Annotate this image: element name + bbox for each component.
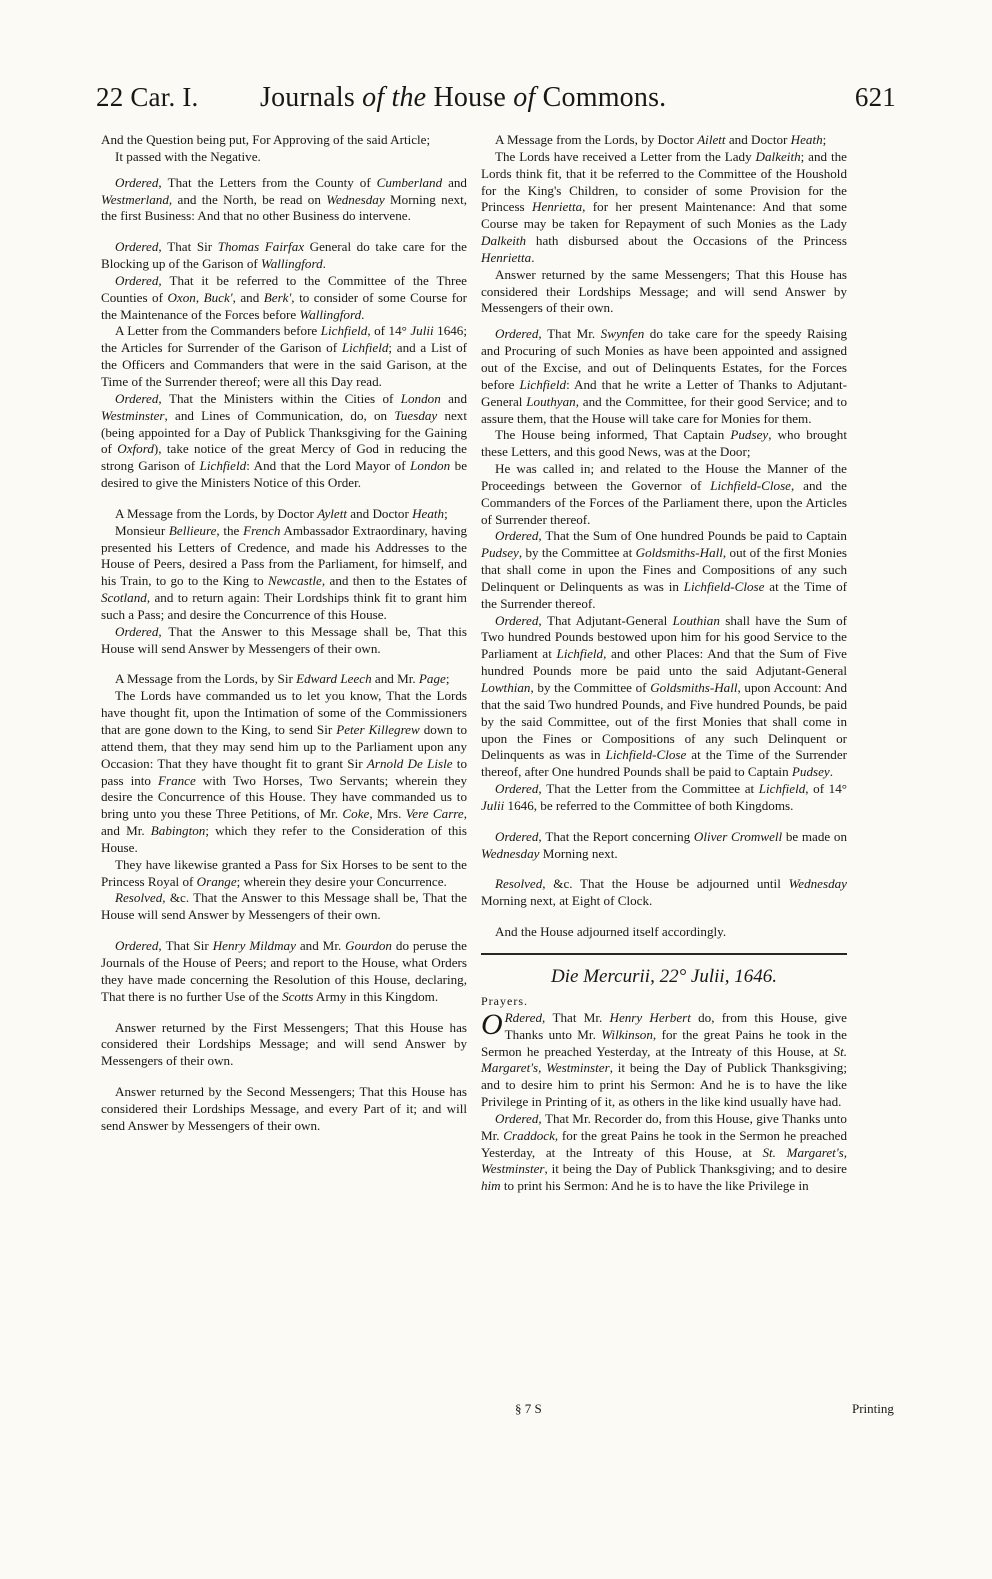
drop-cap: O xyxy=(481,1007,503,1041)
paragraph: Ordered, That Mr. Swynfen do take care for the speedy Raising and Procuring of such Monies as have been appointed and assigned out of the Excise, and out of Delinquents Estates, for the Forces before Lichfield: And that he write a Letter of Thanks to Adjutant-General Louthyan, and the Committee, for their good Service; and to assure them, that the House will take care for Monies for them. xyxy=(481,326,848,426)
paragraph: The House being informed, That Captain Pudsey, who brought these Letters, and this good News, was at the Door; xyxy=(481,427,847,460)
section-divider xyxy=(481,953,847,955)
signature-mark: § 7 S xyxy=(515,1401,542,1416)
paragraph: Resolved, &c. That the Answer to this Message shall be, That the House will send Answer by Messengers of their own. xyxy=(101,890,467,923)
left-column xyxy=(101,132,467,1135)
journal-title: Journals of the House of Commons. xyxy=(260,82,667,113)
right-column xyxy=(481,132,847,1195)
paragraph: The Lords have commanded us to let you know, That the Lords have thought fit, upon the Intimation of some of the Commissioners that are gone down to the King, to send Sir Peter Killegrew down to attend them, that they may send him up to the Parliament upon any Occasion: That they have thought fit to grant Sir Arnold De Lisle to pass into France with Two Horses, Two Servants; wherein they desire the Concurrence of this House. They have commanded us to bring unto you these Three Petitions, of Mr. Coke, Mrs. Vere Carre, and Mr. Babington; which they refer to the Consideration of this House. xyxy=(101,688,468,855)
paragraph: It passed with the Negative. xyxy=(115,148,261,164)
paragraph: Ordered, That the Sum of One hundred Pounds be paid to Captain Pudsey, by the Committee at Goldsmiths-Hall, out of the first Monies that shall come in upon the Fines and Compositions of any such Delinquent or Delinquents as was in Lichfield-Close at the Time of the Surrender thereof. xyxy=(481,528,847,611)
paragraph: Answer returned by the First Messengers; That this House has considered their Lordships Message; and will send Answer by Messengers of their own. xyxy=(101,1019,467,1069)
catchword: Printing xyxy=(852,1401,894,1416)
paragraph: O Rdered, That Mr. Henry Herbert do, from this House, give Thanks unto Mr. Wilkinson, for the great Pains he took in the Sermon he preached Yesterday, at the Intreaty of this House, at St. Margaret's, Westminster, it being the Day of Publick Thanksgiving; and to desire him to print his Sermon: And he is to have the like Privilege in Printing of it, as others in the like kind usually have had. xyxy=(481,1007,847,1110)
paragraph: And the House adjourned itself accordingly. xyxy=(495,924,727,940)
paragraph: Ordered, That the Report concerning Oliver Cromwell be made on Wednesday Morning next. xyxy=(481,828,847,861)
paragraph: Ordered, That Mr. Recorder do, from this House, give Thanks unto Mr. Craddock, for the great Pains he took in the Sermon he preached Yesterday, at the Intreaty of this House, at St. Margaret's, Westminster, it being the Day of Publick Thanksgiving; and to desire him to print his Sermon: And he is to have the like Privilege in xyxy=(481,1110,848,1194)
paragraph: A Message from the Lords, by Doctor Ailett and Doctor Heath; xyxy=(495,132,827,147)
paragraph: The Lords have received a Letter from the Lady Dalkeith; and the Lords think fit, that it be referred to the Committee of the Houshold for the King's Children, to consider of some Provision for the Princess Henrietta, for her present Maintenance: And that some Course may be taken for Repayment of such Monies as the Lady Dalkeith hath disbursed about the Occasions of the Princess Henrietta. xyxy=(481,148,847,265)
paragraph: A Message from the Lords, by Sir Edward Leech and Mr. Page; xyxy=(115,671,450,687)
prayers-heading: Prayers. xyxy=(481,993,528,1008)
paragraph: And the Question being put, For Approving of the said Article; xyxy=(101,132,431,147)
paragraph: They have likewise granted a Pass for Six Horses to be sent to the Princess Royal of Orange; wherein they desire your Concurrence. xyxy=(101,856,467,889)
regnal-year: 22 Car. I. xyxy=(96,82,199,112)
running-header xyxy=(96,82,896,122)
paragraph: He was called in; and related to the House the Manner of the Proceedings between the Governor of Lichfield-Close, and the Commanders of the Forces of the Parliament there, upon the Articles of Surrender thereof. xyxy=(481,461,847,527)
paragraph: Ordered, That it be referred to the Committee of the Three Counties of Oxon, Buck', and Berk', to consider of some Course for the Maintenance of the Forces before Wallingford. xyxy=(101,272,467,322)
paragraph: Answer returned by the same Messengers; That this House has considered their Lordships Message; and will send Answer by Messengers of their own. xyxy=(481,266,847,316)
paragraph: Ordered, That the Ministers within the Cities of London and Westminster, and Lines of Communication, do, on Tuesday next (being appointed for a Day of Publick Thanksgiving for the Gaining of Oxford), take notice of the great Mercy of God in reducing the strong Garison of Lichfield: And that the Lord Mayor of London be desired to give the Ministers Notice of this Order. xyxy=(101,390,468,491)
paragraph: Ordered, That Sir Thomas Fairfax General do take care for the Blocking up of the Garison of Wallingford. xyxy=(101,239,467,272)
paragraph: Ordered, That the Letters from the County of Cumberland and Westmerland, and the North, be read on Wednesday Morning next, the first Business: And that no other Business do intervene. xyxy=(101,174,467,224)
paragraph: Answer returned by the Second Messengers; That this House has considered their Lordships Message, and every Part of it; and will send Answer by Messengers of their own. xyxy=(101,1084,467,1133)
paragraph: Ordered, That Sir Henry Mildmay and Mr. Gourdon do peruse the Journals of the House of Peers; and report to the House, what Orders they have made concerning the Resolution of this House, declaring, That there is no further Use of the Scotts Army in this Kingdom. xyxy=(101,938,467,1004)
paragraph: Monsieur Bellieure, the French Ambassador Extraordinary, having presented his Letters of Credence, and made his Addresses to the House of Peers, desired a Pass from the Parliament, for himself, and his Train, to go to the King to Newcastle, and then to the Estates of Scotland, and to return again: Their Lordships think fit to grant him such a Pass; and desire the Concurrence of this House. xyxy=(101,522,467,622)
paragraph: Ordered, That the Letter from the Committee at Lichfield, of 14° Julii 1646, be referred to the Committee of both Kingdoms. xyxy=(481,781,847,813)
page-number: 621 xyxy=(854,82,896,112)
paragraph: Resolved, &c. That the House be adjourned until Wednesday Morning next, at Eight of Clock. xyxy=(481,876,847,909)
paragraph: A Message from the Lords, by Doctor Aylett and Doctor Heath; xyxy=(115,505,448,521)
paragraph: Ordered, That Adjutant-General Louthian shall have the Sum of Two hundred Pounds bestowed upon him for his good Service to the Parliament at Lichfield, and other Places: And that the Sum of Five hundred Pounds more be paid unto the said Adjutant-General Lowthian, by the Committee of Goldsmiths-Hall, upon Account: And that the said Two hundred Pounds, and Five hundred Pounds, be paid by the said Committee, out of the first Monies that shall come in upon the Fines or Compositions of any such Delinquent or Delinquents as was in Lichfield-Close at the Time of the Surrender thereof, after One hundred Pounds shall be paid to Captain Pudsey. xyxy=(481,612,847,780)
paragraph: A Letter from the Commanders before Lichfield, of 14° Julii 1646; the Articles for Surrender of the Garison of Lichfield; and a List of the Officers and Commanders that were in the said Garison, at the Time of the Surrender thereof; were all this Day read. xyxy=(101,323,467,389)
day-heading: Die Mercurii, 22° Julii, 1646. xyxy=(551,965,777,987)
paragraph: Ordered, That the Answer to this Message shall be, That this House will send Answer by Messengers of their own. xyxy=(101,623,467,656)
